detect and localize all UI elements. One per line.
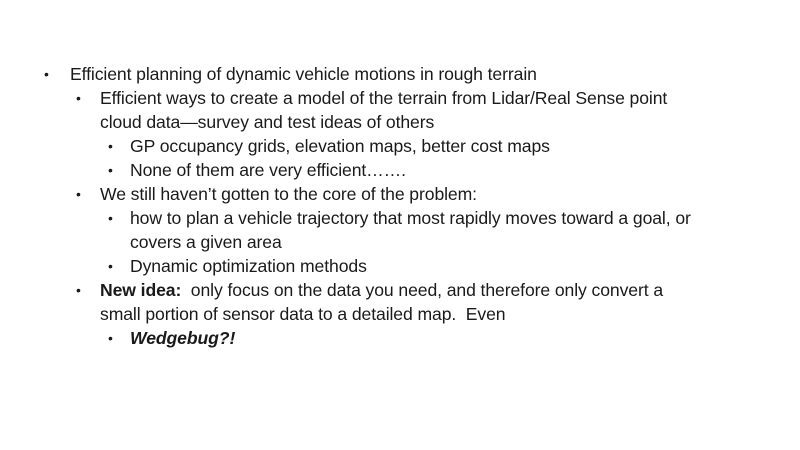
bullet-text: how to plan a vehicle trajectory that most rapidly moves toward a goal, or xyxy=(130,208,691,228)
bullet-text: We still haven’t gotten to the core of the problem: xyxy=(100,184,477,204)
bullet-icon: • xyxy=(44,66,49,82)
bullet-icon: • xyxy=(108,258,113,274)
bullet-text-continued: small portion of sensor data to a detailed map. Even xyxy=(100,304,506,324)
bullet-text: None of them are very efficient……. xyxy=(130,160,406,180)
bullet-item-dynamic-optimization xyxy=(0,254,800,278)
bullet-text xyxy=(100,278,800,302)
bullet-text-continued: cloud data—survey and test ideas of others xyxy=(100,112,435,132)
bullet-icon: • xyxy=(108,162,113,178)
bullet-item-efficient-planning xyxy=(0,62,800,86)
bullet-text: Efficient ways to create a model of the terrain from Lidar/Real Sense point xyxy=(100,88,668,108)
bullet-text-continued: covers a given area xyxy=(130,232,282,252)
bullet-icon: • xyxy=(76,90,81,106)
new-idea-label: New idea: xyxy=(100,280,182,300)
bullet-icon: • xyxy=(76,186,81,202)
bullet-item-terrain-model xyxy=(0,86,800,134)
new-idea-text: only focus on the data you need, and therefore only convert a xyxy=(181,280,663,300)
bullet-item-plan-trajectory xyxy=(0,206,800,254)
bullet-text: GP occupancy grids, elevation maps, better cost maps xyxy=(130,136,550,156)
bullet-item-new-idea xyxy=(0,278,800,326)
bullet-icon: • xyxy=(76,282,81,298)
bullet-text: Efficient planning of dynamic vehicle motions in rough terrain xyxy=(70,64,537,84)
bullet-icon: • xyxy=(108,138,113,154)
bullet-icon: • xyxy=(108,330,113,346)
bullet-list xyxy=(0,62,800,350)
bullet-text: Wedgebug?! xyxy=(130,328,236,348)
bullet-text: Dynamic optimization methods xyxy=(130,256,367,276)
bullet-icon: • xyxy=(108,210,113,226)
bullet-item-not-efficient xyxy=(0,158,800,182)
bullet-item-wedgebug xyxy=(0,326,800,350)
bullet-item-core-problem xyxy=(0,182,800,206)
bullet-item-gp-occupancy xyxy=(0,134,800,158)
